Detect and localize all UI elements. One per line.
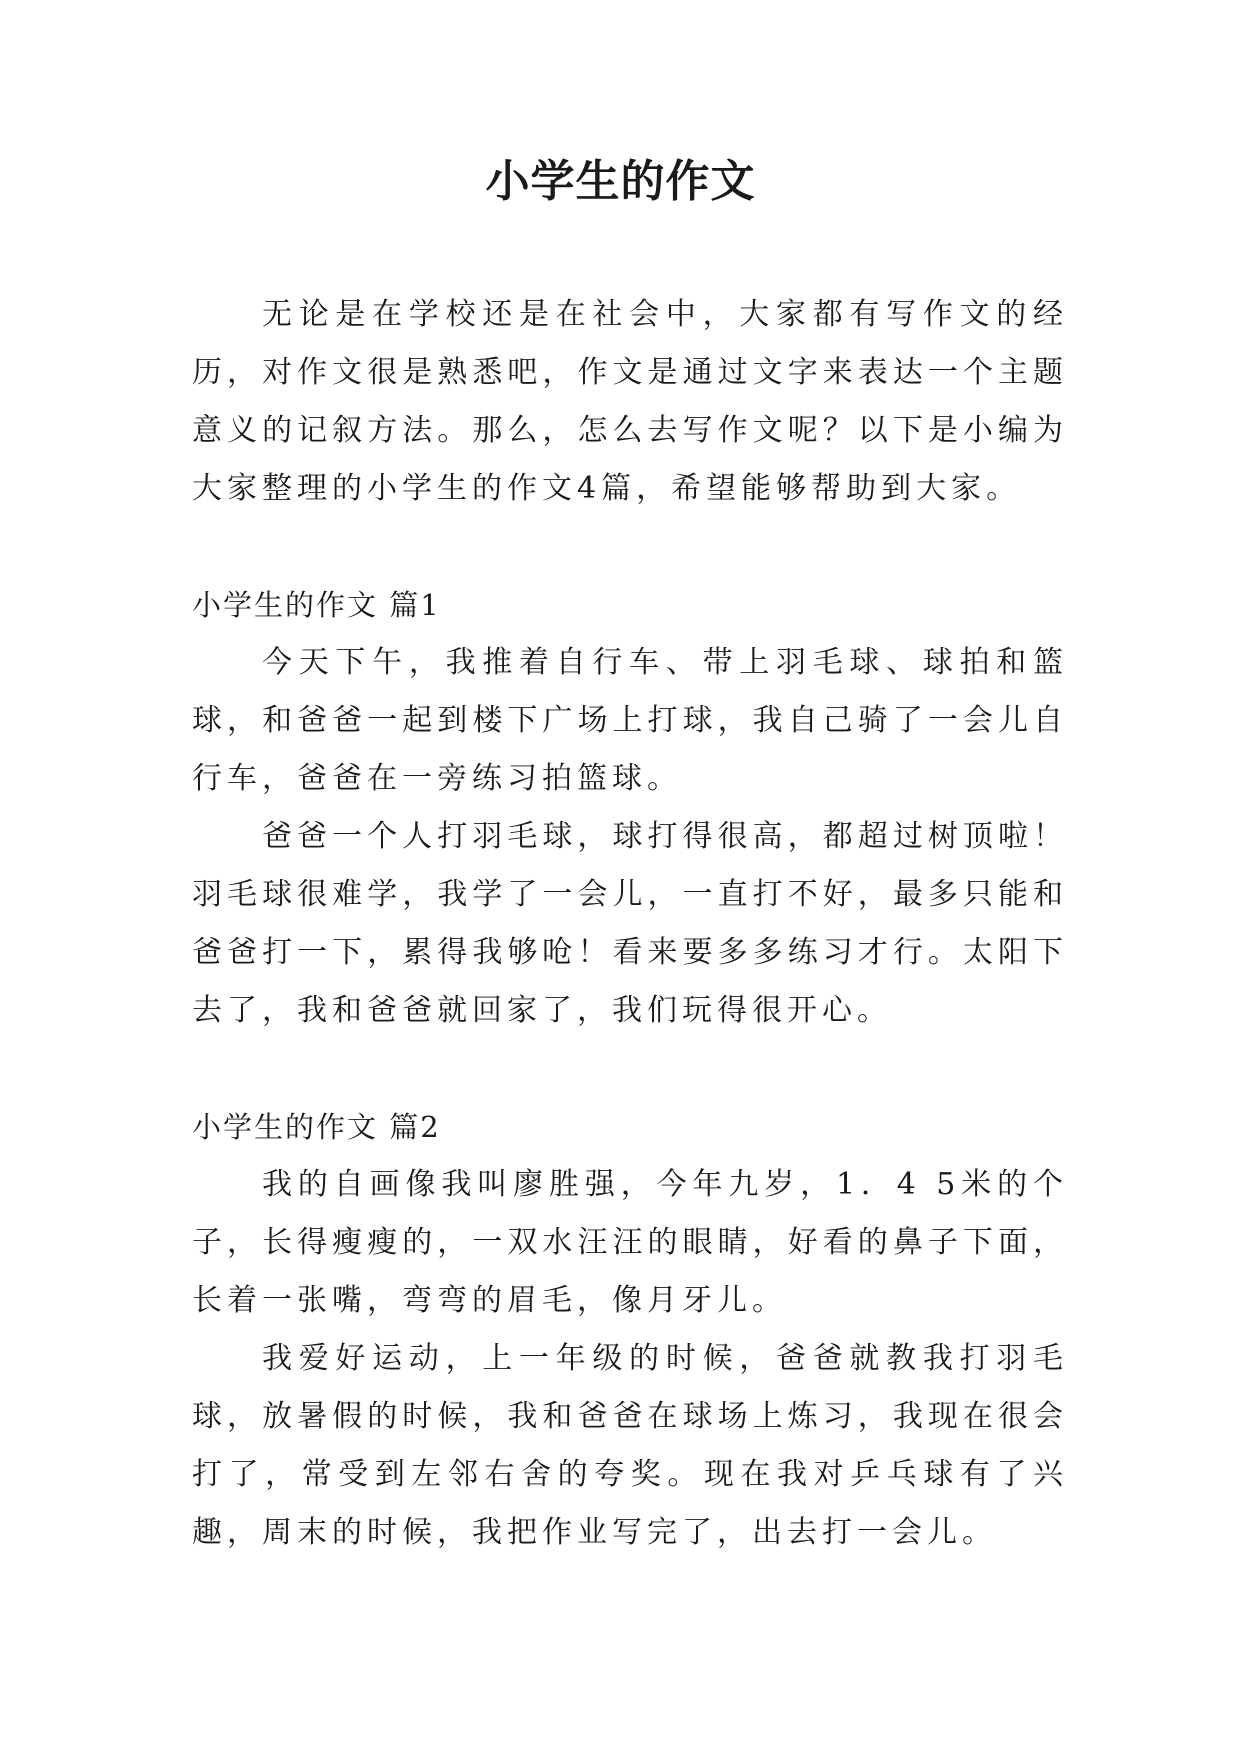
document-body [192, 286, 1068, 1562]
section-paragraph: 爸爸一个人打羽毛球，球打得很高，都超过树顶啦！羽毛球很难学，我学了一会儿，一直打不好，最多只能和爸爸打一下，累得我够呛！看来要多多练习才行。太阳下去了，我和爸爸就回家了，我们玩得很开心。 [192, 819, 1068, 1028]
section-paragraph: 今天下午，我推着自行车、带上羽毛球、球拍和篮球，和爸爸一起到楼下广场上打球，我自己骑了一会儿自行车，爸爸在一旁练习拍篮球。 [192, 645, 1068, 796]
intro-paragraph: 无论是在学校还是在社会中，大家都有写作文的经历，对作文很是熟悉吧，作文是通过文字来表达一个主题意义的记叙方法。那么，怎么去写作文呢？以下是小编为大家整理的小学生的作文4篇，希望能够帮助到大家。 [192, 297, 1068, 506]
essay-section-2 [192, 1098, 1068, 1562]
section-heading: 小学生的作文 篇2 [192, 1110, 441, 1144]
section-spacer [192, 1040, 1068, 1098]
document-title: 小学生的作文 [485, 156, 756, 207]
essay-section-1 [192, 576, 1068, 1040]
section-paragraph: 我的自画像我叫廖胜强，今年九岁，1．4 5米的个子，长得瘦瘦的，一双水汪汪的眼睛，好看的鼻子下面，长着一张嘴，弯弯的眉毛，像月牙儿。 [192, 1167, 1068, 1318]
section-paragraph: 我爱好运动，上一年级的时候，爸爸就教我打羽毛球，放暑假的时候，我和爸爸在球场上炼习，我现在很会打了，常受到左邻右舍的夸奖。现在我对乒乓球有了兴趣，周末的时候，我把作业写完了，出去打一会儿。 [192, 1341, 1068, 1550]
section-heading: 小学生的作文 篇1 [192, 588, 441, 622]
